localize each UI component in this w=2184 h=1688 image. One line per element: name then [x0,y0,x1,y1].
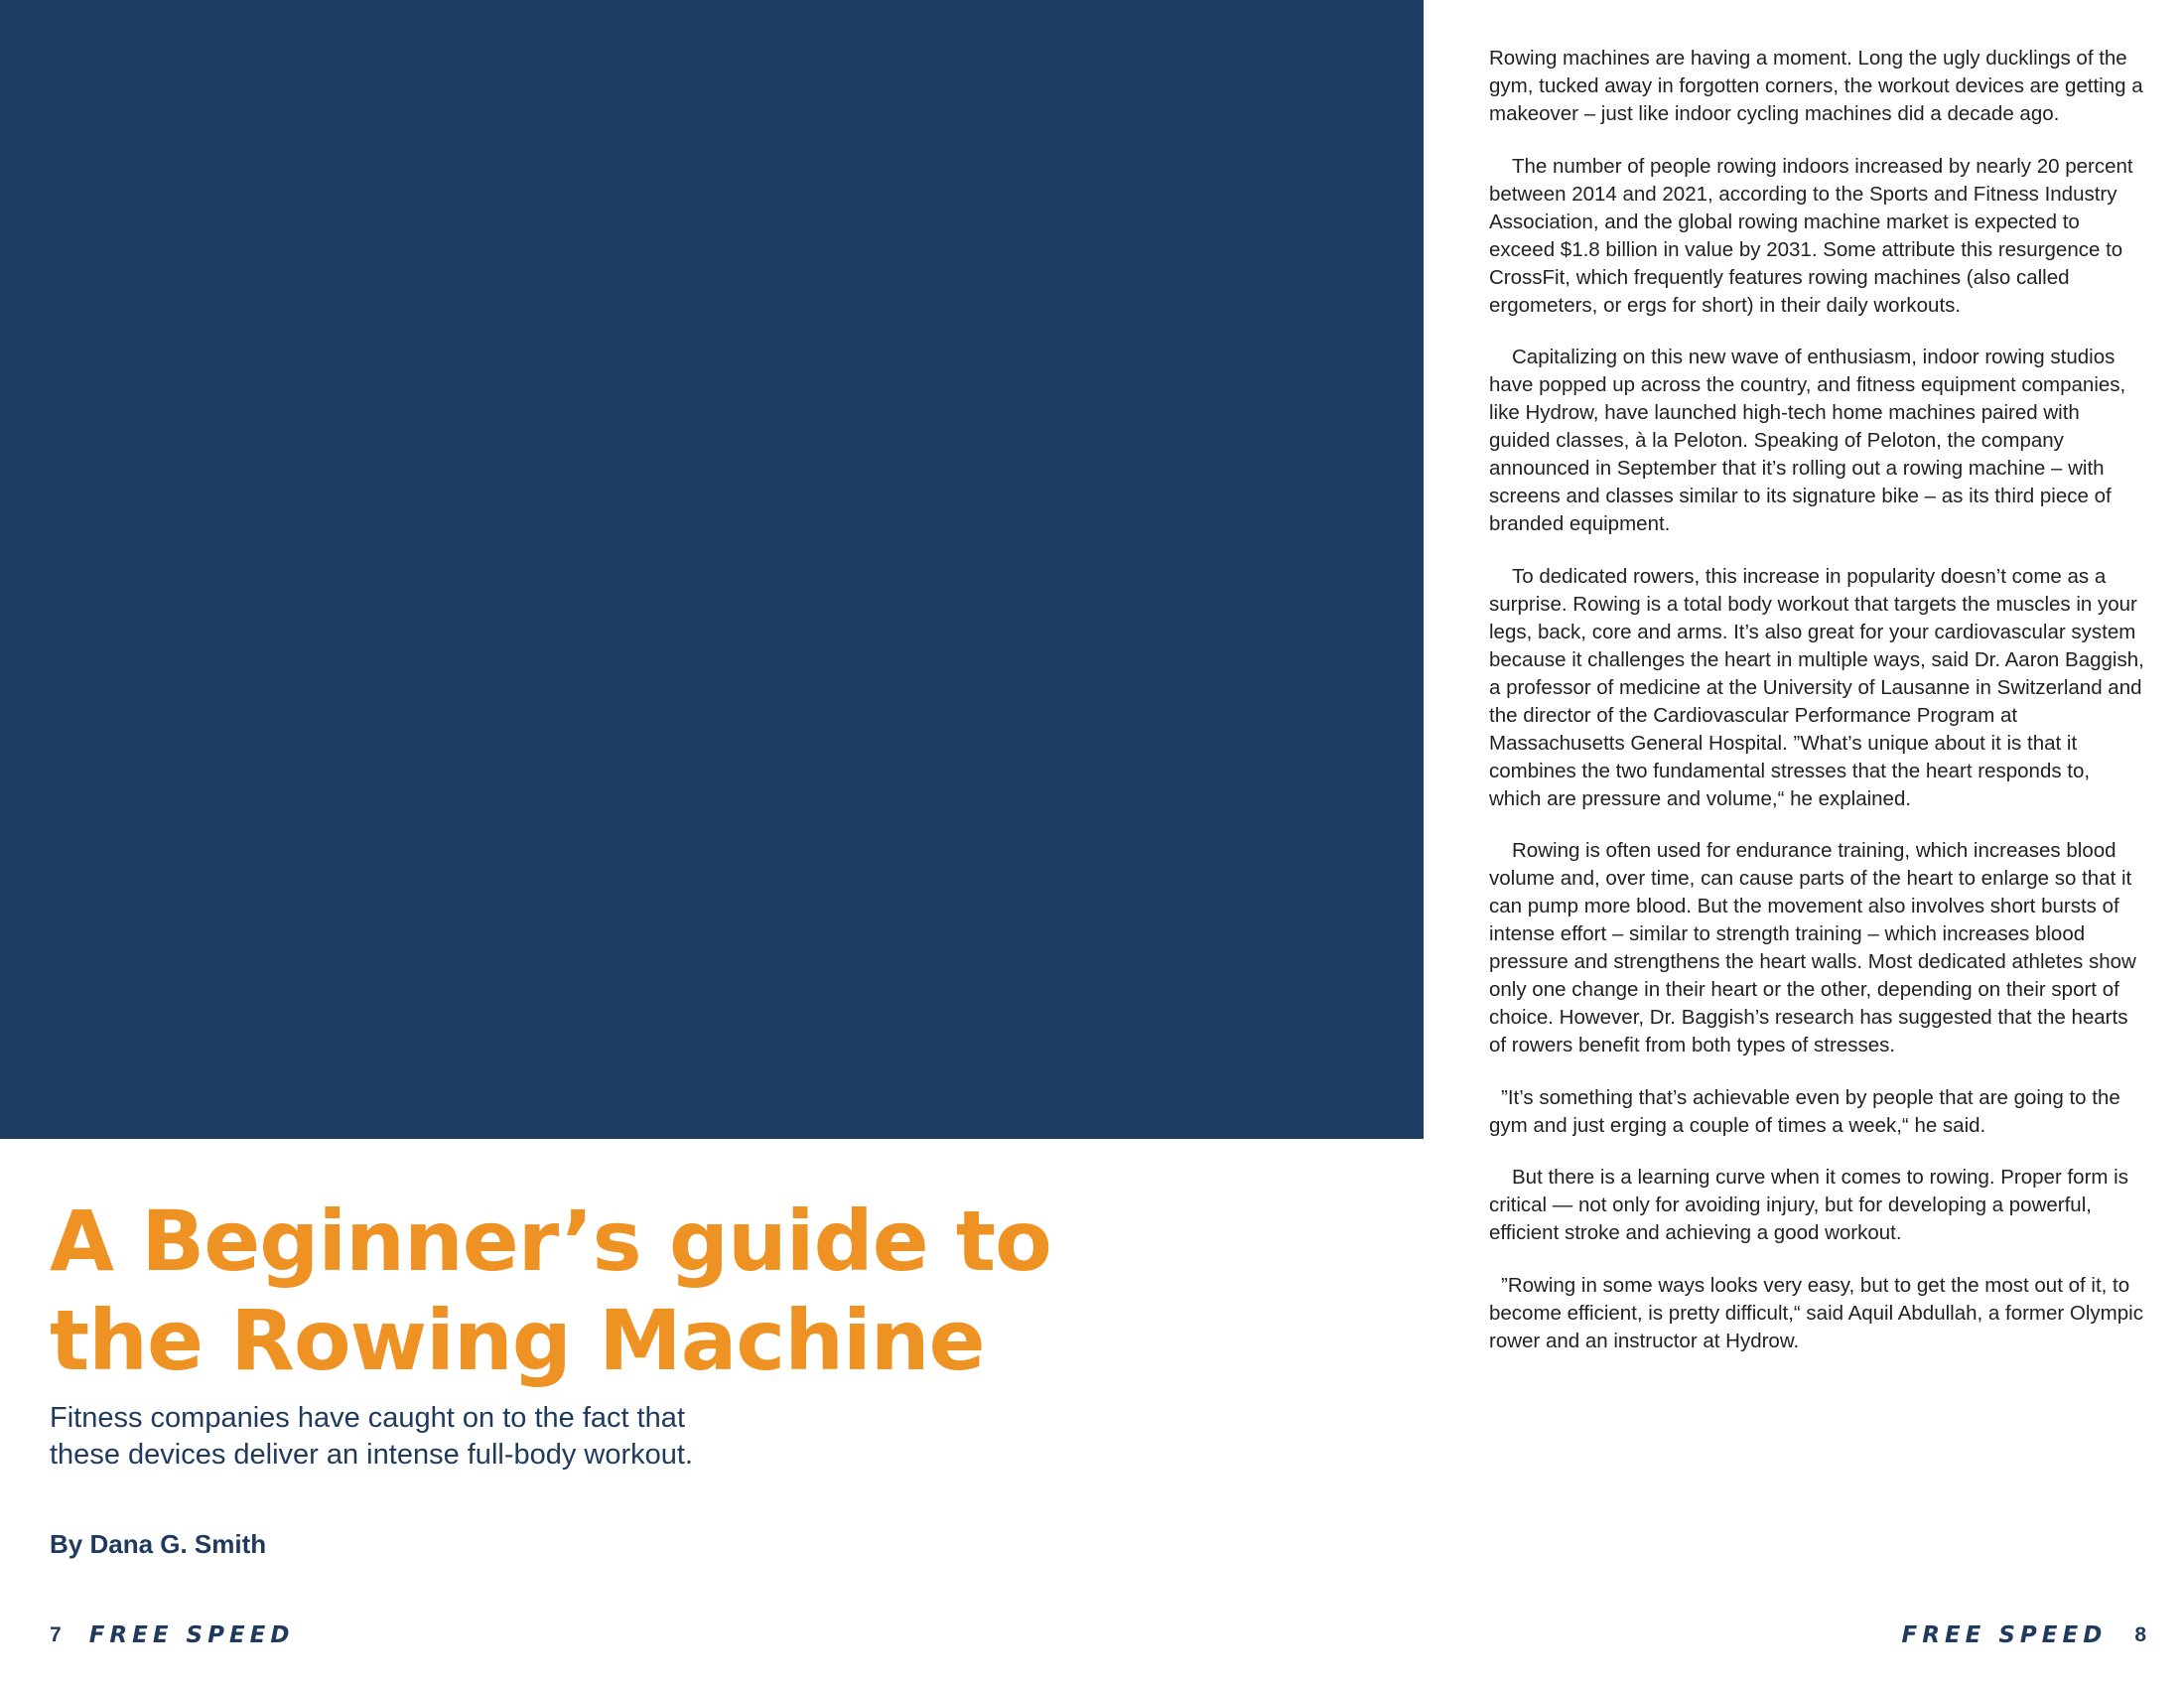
paragraph-1: Rowing machines are having a moment. Long the ugly ducklings of the gym, tucked away in forgotten corners, the workout devices are getting a makeover – just like indoor cycling machines did a decade ago. [1489,47,2143,125]
left-page-footer [50,1622,294,1648]
page-number-right: 8 [2134,1623,2146,1646]
paragraph-6: ”It’s something that’s achievable even by people that are going to the gym and just erging a couple of times a week,“ he said. [1489,1085,2120,1137]
right-page-footer [1902,1622,2146,1648]
paragraph-8: ”Rowing in some ways looks very easy, but to get the most out of it, to become efficient, is pretty difficult,“ said Aquil Abdullah, a former Olympic rower and an instructor at Hydrow. [1489,1273,2143,1352]
brand-logo-left: FREE SPEED [88,1622,295,1648]
page-number-left: 7 [50,1623,62,1646]
paragraph-3: Capitalizing on this new wave of enthusiasm, indoor rowing studios have popped up across the country, and fitness equipment companies, like Hydrow, have launched high-tech home machines paired with guided classes, à la Peloton. Speaking of Peloton, the company announced in September that it’s rolling out a rowing machine – with screens and classes similar to its signature bike – as its third piece of branded equipment. [1489,346,2126,535]
paragraph-5: Rowing is often used for endurance training, which increases blood volume and, over time, can cause parts of the heart to enlarge so that it can pump more blood. But the movement also involves short bursts of intense effort – similar to strength training – which increases blood pressure and strengthens the heart walls. Most dedicated athletes show only one change in their heart or the other, depending on their sport of choice. However, Dr. Baggish’s research has suggested that the hearts of rowers benefit from both types of stresses. [1489,839,2136,1056]
article-title [50,1192,1142,1390]
brand-logo-right: FREE SPEED [1901,1622,2108,1648]
article-body [1489,45,2144,1379]
title-line-1: A Beginner’s guide to [50,1193,1051,1290]
paragraph-2: The number of people rowing indoors increased by nearly 20 percent between 2014 and 2021, according to the Sports and Fitness Industry Association, and the global rowing machine market is expected to exceed $1.8 billion in value by 2031. Some attribute this resurgence to CrossFit, which frequently features rowing machines (also called ergometers, or ergs for short) in their daily workouts. [1489,154,2133,317]
paragraph-4: To dedicated rowers, this increase in popularity doesn’t come as a surprise. Rowing is a total body workout that targets the muscles in your legs, back, core and arms. It’s also great for your cardiovascular system because it challenges the heart in multiple ways, said Dr. Aaron Baggish, a professor of medicine at the University of Lausanne in Switzerland and the director of the Cardiovascular Performance Program at Massachusetts General Hospital. ”What’s unique about it is that it combines the two fundamental stresses that the heart responds to, which are pressure and volume,“ he explained. [1489,564,2144,810]
hero-image-block [0,0,1424,1139]
byline: By Dana G. Smith [50,1529,267,1559]
paragraph-7: But there is a learning curve when it comes to rowing. Proper form is critical — not only for avoiding injury, but for developing a powerful, efficient stroke and achieving a good workout. [1489,1166,2128,1244]
article-subtitle: Fitness companies have caught on to the fact that these devices deliver an intense full-body workout. [50,1402,694,1471]
title-line-2: the Rowing Machine [50,1292,985,1389]
